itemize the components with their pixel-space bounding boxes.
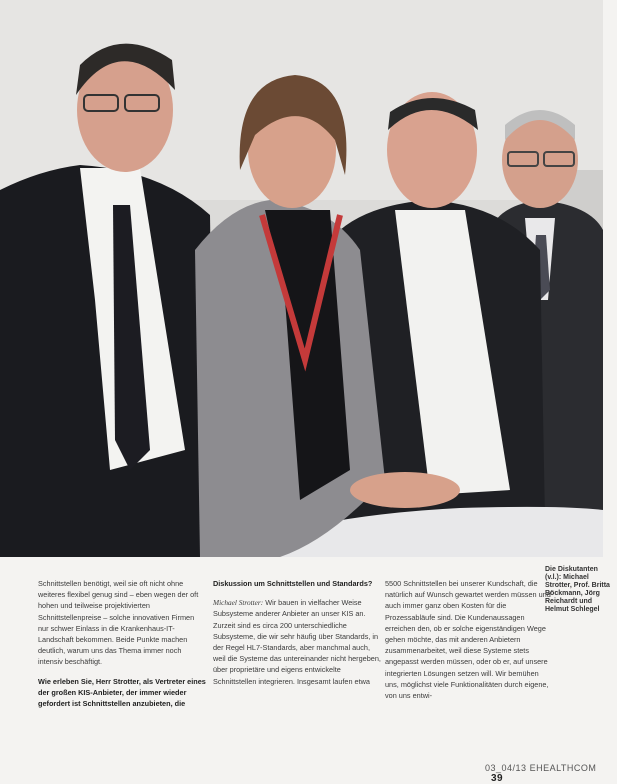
- paragraph: [213, 597, 381, 687]
- text-column-1: [38, 578, 206, 709]
- interview-question-continued: Diskussion um Schnittstellen und Standards?: [213, 579, 373, 588]
- photo-caption: Die Diskutanten (v.l.): Michael Strotter, Prof. Britta Böckmann, Jörg Reichardt und Helmut Schlegel: [545, 566, 610, 613]
- paragraph: Schnittstellen benötigt, weil sie oft nicht ohne weiteres flexibel genug sind – eben wegen der oft hohen und teilweise projektivierten Schnittstellenpreise – solche innovativen Firmen nur schwer Einlass in die Krankenhaus-IT-Landschaft bekommen. Beide Punkte machen deutlich, warum uns das Thema immer noch intensiv beschäftigt.: [38, 579, 199, 667]
- speaker-name: Michael Strotter:: [213, 598, 264, 608]
- issue-number: 03_04/13: [485, 763, 527, 773]
- page-footer: [485, 763, 617, 784]
- magazine-brand: EHEALTHCOM: [529, 763, 597, 773]
- text-column-2: [213, 578, 381, 687]
- answer-text: Wir bauen in vielfacher Weise Subsysteme anderer Anbieter an unser KIS an. Zurzeit sind es circa 200 unterschiedliche Subsysteme, die wir sehr häufig über Standards, in der Regel HL7-Standards, aber manchmal auch, weil die Systeme das untereinander nicht hergeben, über proprietäre und eigens entwickelte Schnittstellen integrieren. Insgesamt laufen etwa: [213, 598, 381, 686]
- text-column-3: [385, 578, 553, 701]
- page-number: 39: [491, 773, 504, 784]
- paragraph: 5500 Schnittstellen bei unserer Kundschaft, die natürlich auf Wunsch gewartet werden müssen und auch immer ganz oben Kosten für die Prozessabläufe sind. Die Kundenaussagen erreichen den, ob er solche eigenständigen Wege gehen möchte, das mit anderen Anbietern zusammenarbeitet, weil diese Systeme stets angepasst werden müssen, oder ob er, auf unsere integrierten Lösungen setzen will. Wir bemühen uns, möglichst viele Funktionalitäten durch eigene, von uns entwi-: [385, 579, 551, 701]
- interview-question: Wie erleben Sie, Herr Strotter, als Vertreter eines der großen KIS-Anbieter, der immer wieder gefordert ist Schnittstellen anzubieten, die: [38, 676, 206, 709]
